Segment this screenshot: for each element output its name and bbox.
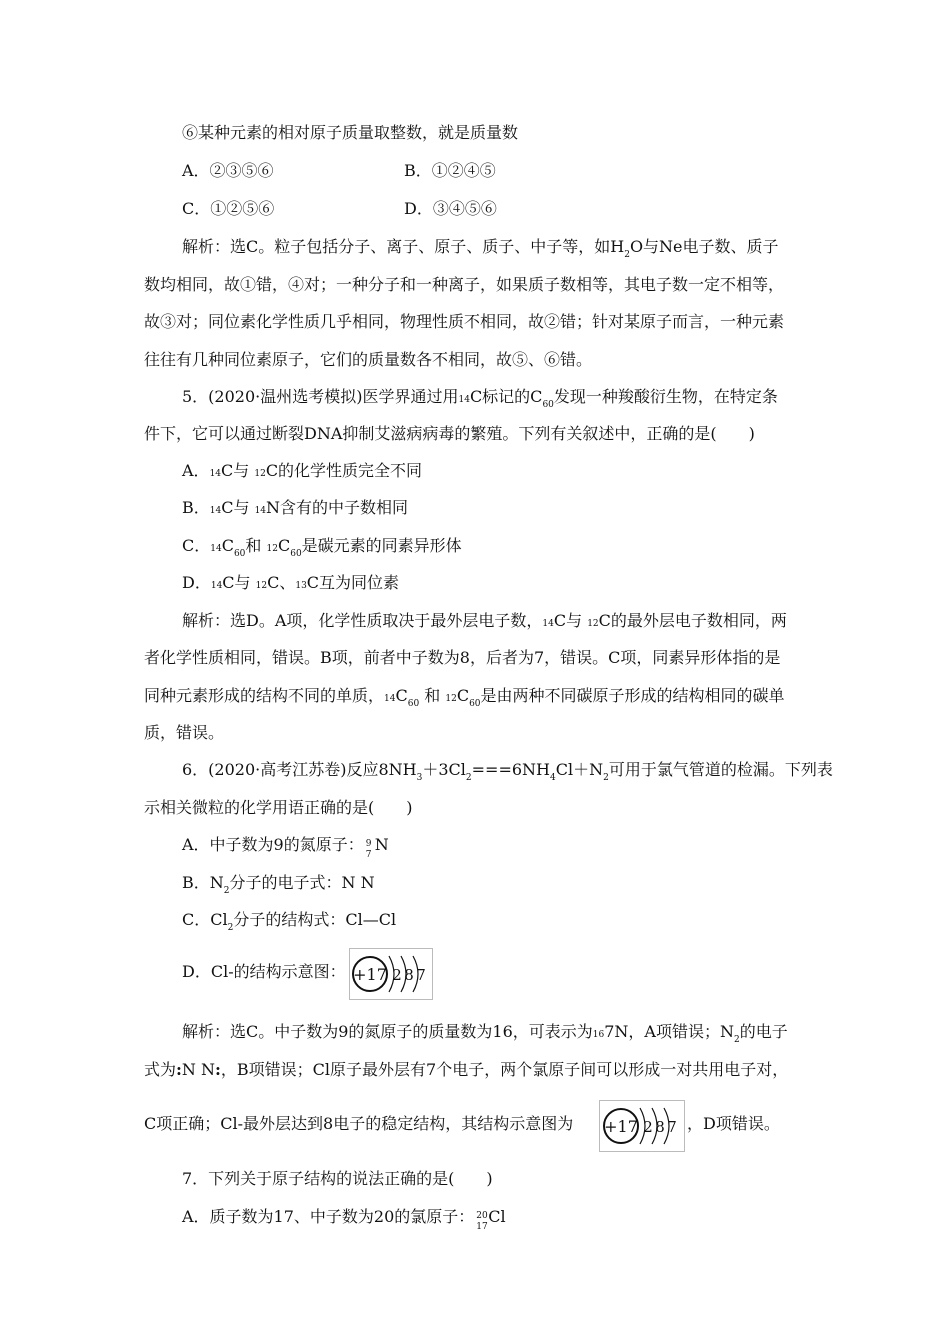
q5-stem-line2: 件下，它可以通过断裂DNA抑制艾滋病病毒的繁殖。下列有关叙述中，正确的是( ) (144, 424, 755, 443)
nucleus-charge-2: +17 (604, 1117, 638, 1136)
q6-analysis-line2: 式为:N N:，B项错误；Cl原子最外层有7个电子，两个氯原子间可以形成一对共用电子对， (144, 1060, 789, 1079)
q6-option-d: D．Cl-的结构示意图： (182, 962, 346, 981)
q7-option-a: A．质子数为17、中子数为20的氯原子： 20 17 Cl (182, 1207, 506, 1232)
q5-option-a: A．14C与 12C的化学性质完全不同 (182, 461, 423, 480)
q4-analysis-line4: 往往有几种同位素原子，它们的质量数各不相同，故⑤、⑥错。 (144, 350, 593, 369)
nitrogen-isotope-notation: 9 7 (365, 839, 372, 860)
q6-stem-line1: 6．(2020·高考江苏卷)反应$8NH_3+3Cl_2===6NH_4Cl+N_2$可用于氯气管道的检漏。下列表 (182, 760, 833, 783)
q6-option-c: C．$Cl_2$分子的结构式：Cl—Cl (182, 910, 397, 933)
q4-option-c: C．①②⑤⑥ (182, 199, 275, 218)
q4-analysis-line2: 数均相同，故①错，④对；一种分子和一种离子，如果质子数相等，其电子数一定不相等， (144, 275, 785, 294)
shell-2-electrons: 8 (404, 966, 414, 984)
q6-analysis-line3-end: ，D项错误。 (687, 1114, 780, 1133)
q6-option-a: A．中子数为9的氮原子： 9 7 N (182, 835, 389, 860)
nucleus-charge: +17 (353, 965, 387, 984)
q4-analysis-line1: 解析：选C。粒子包括分子、离子、原子、质子、中子等，如$H_2O$与Ne电子数、质子 (182, 237, 779, 260)
q5-stem-line1: 5．(2020·温州选考模拟)医学界通过用14C标记的$C_{60}$发现一种羧酸衍生物，在特定条 (182, 387, 778, 410)
shell-3-electrons: 7 (416, 966, 426, 984)
chloride-ion-structure-diagram (349, 948, 433, 1004)
shell-3-electrons-2: 7 (667, 1118, 677, 1136)
q5-option-b: B．14C与 14N含有的中子数相同 (182, 498, 409, 517)
q4-option-b: B．①②④⑤ (404, 161, 496, 180)
atom-structure-svg (349, 948, 433, 1000)
shell-1-electrons: 2 (392, 966, 402, 984)
q6-stem-line2: 示相关微粒的化学用语正确的是( ) (144, 798, 413, 817)
q4-option-d: D．③④⑤⑥ (404, 199, 497, 218)
q6-analysis-line3: C项正确；Cl-最外层达到8电子的稳定结构，其结构示意图为 (144, 1114, 574, 1133)
shell-2-electrons-2: 8 (655, 1118, 665, 1136)
q6-analysis-line1: 解析：选C。中子数为9的氮原子的质量数为16，可表示为167N，A项错误；$N_2$的电子 (182, 1022, 788, 1045)
q6-option-b: B．$N_2$分子的电子式：N N (182, 873, 375, 896)
chlorine-isotope-notation: 20 17 (476, 1211, 488, 1232)
q5-option-c: C．$14C_{60}$和 $12C_{60}$是碳元素的同素异形体 (182, 536, 462, 559)
q5-analysis-line2: 者化学性质相同，错误。B项，前者中子数为8，后者为7，错误。C项，同素异形体指的是 (144, 648, 781, 667)
atom-structure-svg-2 (599, 1100, 685, 1152)
q5-option-d: D．14C与 12C、13C互为同位素 (182, 573, 400, 592)
q4-analysis-line3: 故③对；同位素化学性质几乎相同，物理性质不相同，故②错；针对某原子而言，一种元素 (144, 312, 785, 331)
q4-item6: ⑥某种元素的相对原子质量取整数，就是质量数 (182, 123, 519, 142)
q5-analysis-line3: 同种元素形成的结构不同的单质，$14C_{60}$ 和 $12C_{60}$是由两种不同碳原子形成的结构相同的碳单 (144, 686, 785, 709)
shell-1-electrons-2: 2 (643, 1118, 653, 1136)
q5-analysis-line1: 解析：选D。A项，化学性质取决于最外层电子数，14C与 12C的最外层电子数相同，两 (182, 611, 787, 630)
q4-option-a: A．②③⑤⑥ (182, 161, 274, 180)
q7-stem: 7．下列关于原子结构的说法正确的是( ) (182, 1169, 493, 1188)
q5-analysis-line4: 质，错误。 (144, 723, 225, 742)
chloride-ion-structure-diagram-2 (599, 1100, 685, 1156)
